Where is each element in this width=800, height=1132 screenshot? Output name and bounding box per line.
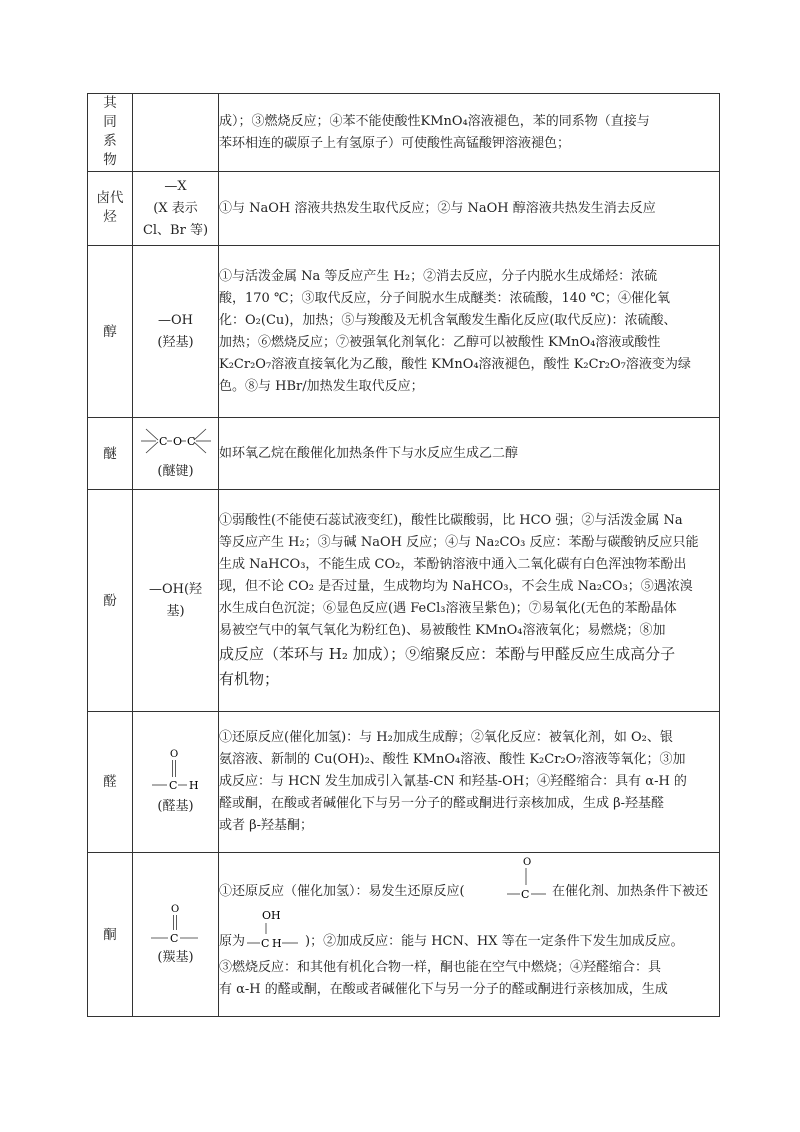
group-formula: —OH bbox=[158, 312, 193, 328]
reaction-text: 如环氧乙烷在酸催化加热条件下与水反应生成乙二醇 bbox=[219, 445, 519, 461]
reaction-text: 在催化剂、加热条件下被还 bbox=[552, 884, 709, 899]
reaction-text: 色。⑧与 HBr/加热发生取代反应； bbox=[219, 378, 424, 394]
compound-name: 酮 bbox=[103, 926, 117, 943]
reaction-text: 等反应产生 H₂；③与碱 NaOH 反应；④与 Na₂CO₃ 反应：苯酚与碳酸钠反应只能 bbox=[219, 534, 699, 550]
reaction-cell bbox=[219, 853, 720, 1017]
group-cell bbox=[133, 712, 219, 853]
reaction-cell bbox=[219, 418, 720, 490]
compound-name: 醚 bbox=[103, 445, 117, 462]
reaction-text: 现，但不论 CO₂ 是否过量，生成物均为 NaHCO₃，不会生成 Na₂CO₃；⑤遇浓溴 bbox=[219, 578, 693, 594]
atom-label: O bbox=[172, 434, 182, 448]
reaction-text: 原为 bbox=[219, 934, 246, 949]
atom-label: O bbox=[169, 749, 178, 760]
group-formula: —X bbox=[164, 178, 187, 194]
table-row bbox=[88, 418, 720, 490]
table-row bbox=[88, 853, 720, 1017]
reaction-text: ①还原反应（催化加氢）：易发生还原反应( bbox=[219, 884, 465, 899]
group-cell bbox=[133, 172, 219, 246]
compound-name-cell bbox=[88, 418, 133, 490]
alcohol-inline-structure bbox=[246, 907, 304, 953]
table-row bbox=[88, 490, 720, 712]
ether-bond-structure bbox=[136, 425, 216, 461]
reaction-cell bbox=[219, 94, 720, 172]
reaction-text: ①还原反应(催化加氢)：与 H₂加成生成醇；②氧化反应：被氧化剂，如 O₂、银 bbox=[219, 730, 673, 745]
reaction-text: 成反应（苯环与 H₂ 加成）；⑨缩聚反应：苯酚与甲醛反应生成高分子 bbox=[219, 644, 676, 663]
group-note: Cl、Br 等) bbox=[142, 222, 209, 238]
reaction-text: 醛或酮，在酸或者碱催化下与另一分子的醛或酮进行亲核加成，生成 β-羟基醛 bbox=[219, 796, 665, 811]
reaction-text: 酸，170 ℃；③取代反应，分子间脱水生成醚类：浓硫酸，140 ℃；④催化氧 bbox=[219, 290, 670, 306]
atom-label: C bbox=[168, 779, 177, 792]
reaction-cell bbox=[219, 172, 720, 246]
reaction-text: 苯环相连的碳原子上有氢原子）可使酸性高锰酸钾溶液褪色； bbox=[219, 135, 571, 151]
group-cell bbox=[133, 418, 219, 490]
reaction-text: K₂Cr₂O₇溶液直接氧化为乙酸，酸性 KMnO₄溶液褪色，酸性 K₂Cr₂O₇溶液变为绿 bbox=[219, 356, 691, 372]
group-cell bbox=[133, 490, 219, 712]
reaction-text: 或者 β-羟基酮； bbox=[219, 818, 314, 833]
compound-name-cell bbox=[88, 94, 133, 172]
group-formula: —OH(羟 bbox=[148, 581, 203, 597]
group-caption: (醚键) bbox=[157, 463, 194, 479]
atom-label: OH bbox=[262, 909, 281, 922]
compound-name-cell bbox=[88, 490, 133, 712]
group-caption: (羟基) bbox=[157, 334, 194, 350]
table-row bbox=[88, 712, 720, 853]
reaction-text: ③燃烧反应：和其他有机化合物一样，酮也能在空气中燃烧；④羟醛缩合：具 bbox=[219, 960, 662, 975]
reaction-cell bbox=[219, 490, 720, 712]
reaction-text: 有 α-H 的醛或酮，在酸或者碱催化下与另一分子的醛或酮进行亲核加成，生成 bbox=[219, 982, 668, 997]
carbonyl-group-structure bbox=[146, 901, 206, 947]
atom-label: H bbox=[272, 937, 282, 950]
reaction-text: ①与 NaOH 溶液共热发生取代反应；②与 NaOH 醇溶液共热发生消去反应 bbox=[219, 200, 656, 216]
compound-name-cell bbox=[88, 246, 133, 418]
reaction-text: ①与活泼金属 Na 等反应产生 H₂；②消去反应，分子内脱水生成烯烃：浓硫 bbox=[219, 268, 658, 284]
reaction-text: 氨溶液、新制的 Cu(OH)₂、酸性 KMnO₄溶液、酸性 K₂Cr₂O₇溶液等氧化；③加 bbox=[219, 752, 686, 767]
compound-name: 其同系物 bbox=[103, 95, 117, 168]
aldehyde-group-structure bbox=[146, 746, 206, 796]
reaction-text: 加热；⑥燃烧反应；⑦被强氧化剂氧化：乙醇可以被酸性 KMnO₄溶液或酸性 bbox=[219, 334, 661, 350]
atom-label: H bbox=[188, 779, 199, 792]
reaction-text: ①弱酸性(不能使石蕊试液变红)，酸性比碳酸弱，比 HCO 强；②与活泼金属 Na bbox=[219, 512, 683, 528]
reaction-text: 生成 NaHCO₃，不能生成 CO₂，苯酚钠溶液中通入二氧化碳有白色浑浊物苯酚出 bbox=[219, 556, 687, 572]
compound-name-cell bbox=[88, 853, 133, 1017]
table-row bbox=[88, 172, 720, 246]
atom-label: C bbox=[169, 931, 178, 945]
group-caption: (醛基) bbox=[157, 799, 194, 814]
reaction-text: )；②加成反应：能与 HCN、HX 等在一定条件下发生加成反应。 bbox=[305, 934, 684, 949]
atom-label: C bbox=[261, 937, 270, 950]
table-row bbox=[88, 94, 720, 172]
atom-label: O bbox=[170, 903, 179, 915]
group-cell bbox=[133, 246, 219, 418]
reaction-line-with-structure bbox=[219, 907, 719, 957]
reaction-text: 成反应：与 HCN 发生加成引入氰基-CN 和羟基-OH；④羟醛缩合：具有 α-H 的 bbox=[219, 774, 687, 789]
reaction-cell bbox=[219, 712, 720, 853]
functional-group-table bbox=[87, 93, 720, 1017]
compound-name: 醇 bbox=[103, 323, 117, 340]
group-caption: 基) bbox=[166, 603, 185, 619]
reaction-text: 易被空气中的氧气氧化为粉红色)、易被酸性 KMnO₄溶液氧化；易燃烧；⑧加 bbox=[219, 622, 666, 638]
reaction-cell bbox=[219, 246, 720, 418]
reaction-text: 化：O₂(Cu)，加热；⑤与羧酸及无机含氧酸发生酯化反应(取代反应)：浓硫酸、 bbox=[219, 312, 677, 328]
carbonyl-inline-structure bbox=[506, 855, 550, 903]
group-cell bbox=[133, 94, 219, 172]
reaction-line-with-structure bbox=[219, 855, 719, 907]
reaction-text: 成）；③燃烧反应；④苯不能使酸性KMnO₄溶液褪色，苯的同系物（直接与 bbox=[219, 113, 650, 129]
atom-label: C bbox=[186, 434, 195, 448]
atom-label: C bbox=[158, 434, 167, 448]
compound-name: 酚 bbox=[103, 592, 117, 609]
compound-name: 卤代烃 bbox=[96, 190, 124, 225]
reaction-text: 水生成白色沉淀；⑥显色反应(遇 FeCl₃溶液呈紫色)；⑦易氧化(无色的苯酚晶体 bbox=[219, 600, 677, 616]
atom-label: O bbox=[523, 857, 532, 868]
group-caption: (羰基) bbox=[157, 949, 194, 965]
compound-name-cell bbox=[88, 712, 133, 853]
table-row bbox=[88, 246, 720, 418]
compound-name: 醛 bbox=[103, 774, 117, 790]
group-cell bbox=[133, 853, 219, 1017]
reaction-text: 有机物； bbox=[219, 669, 280, 688]
atom-label: C bbox=[521, 888, 530, 901]
compound-name-cell bbox=[88, 172, 133, 246]
group-note: (X 表示 bbox=[153, 200, 198, 216]
